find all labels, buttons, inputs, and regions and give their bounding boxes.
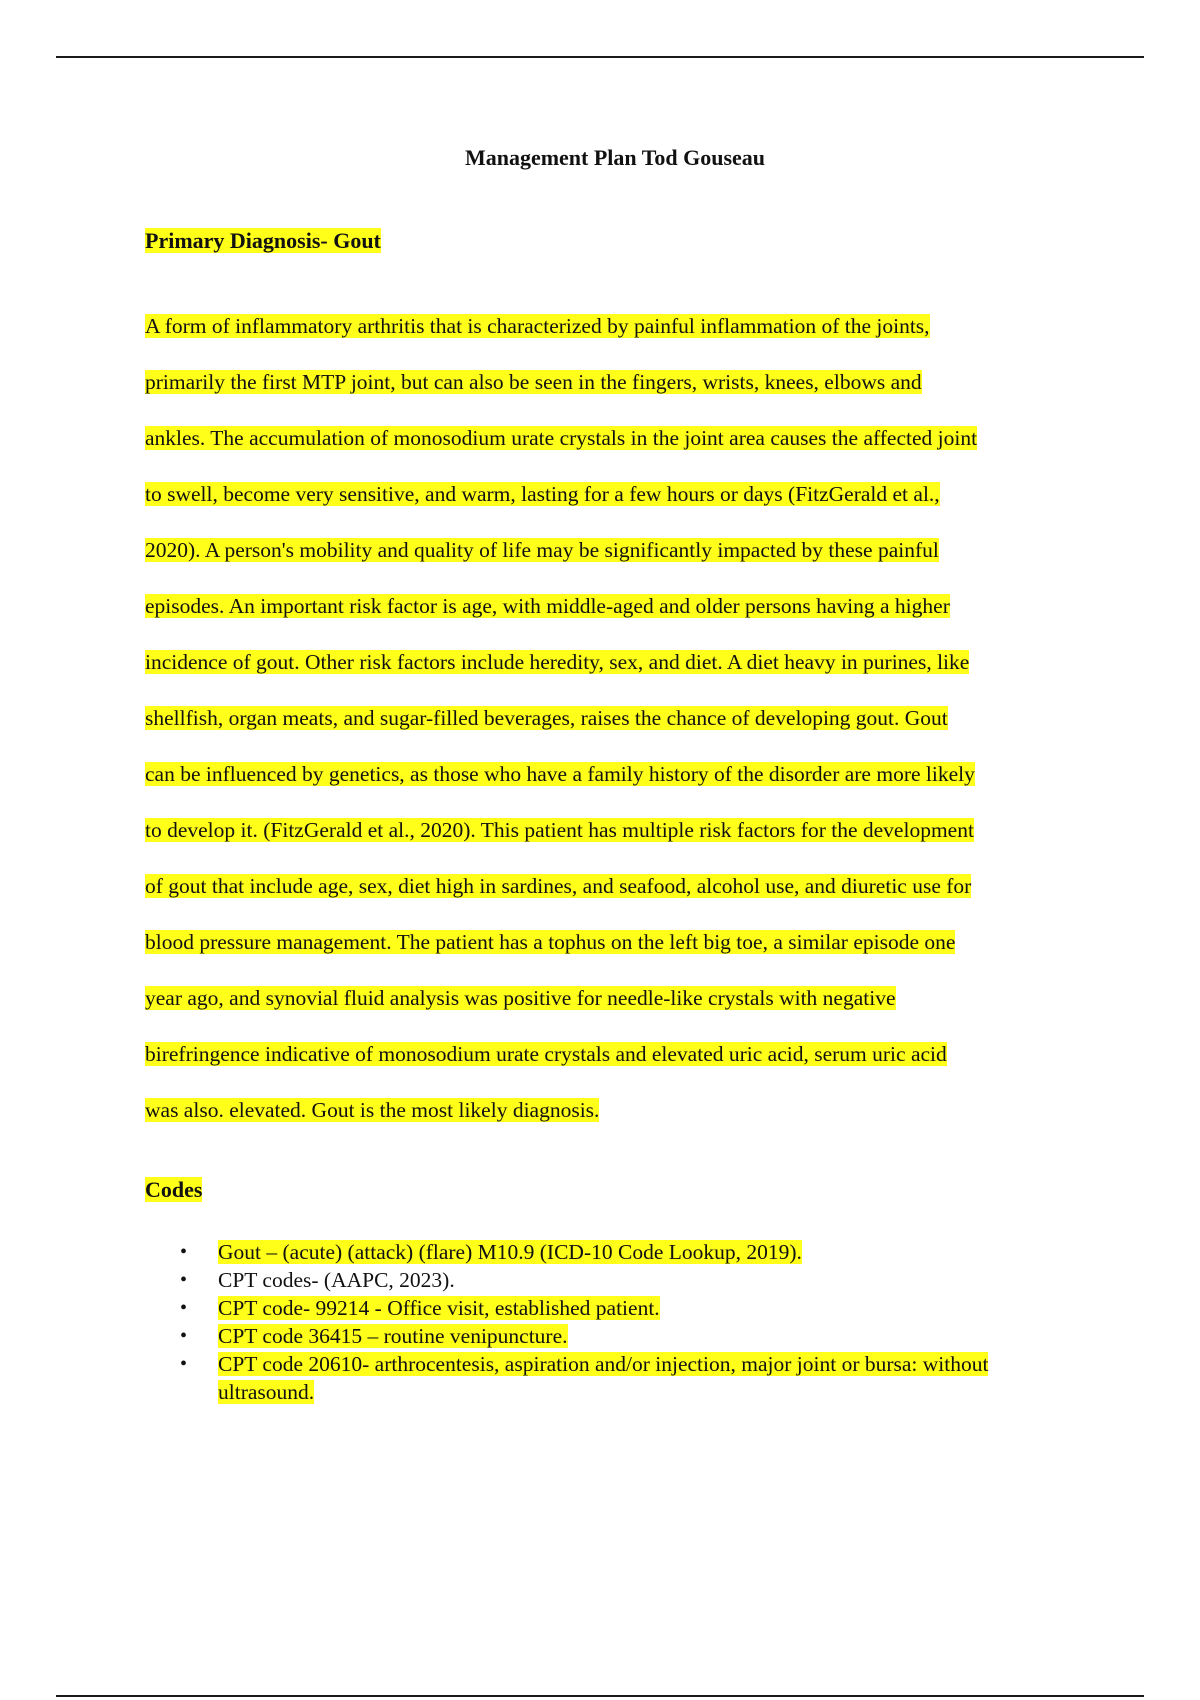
code-continuation: ultrasound. xyxy=(218,1380,315,1404)
paragraph-line: incidence of gout. Other risk factors include heredity, sex, and diet. A diet heavy in purines, like xyxy=(145,650,970,674)
code-list-item: • CPT codes- (AAPC, 2023). xyxy=(180,1268,455,1292)
bottom-rule xyxy=(56,1695,1144,1697)
code-list-item: • CPT code 36415 – routine venipuncture. xyxy=(180,1324,568,1348)
paragraph-line: primarily the first MTP joint, but can also be seen in the fingers, wrists, knees, elbows and xyxy=(145,370,922,394)
bullet-icon: • xyxy=(180,1269,188,1291)
diagnosis-paragraph xyxy=(145,311,1085,1151)
paragraph-line: year ago, and synovial fluid analysis was positive for needle-like crystals with negative xyxy=(145,986,896,1010)
paragraph-line: to develop it. (FitzGerald et al., 2020). This patient has multiple risk factors for the development xyxy=(145,818,974,842)
paragraph-line: A form of inflammatory arthritis that is characterized by painful inflammation of the joints, xyxy=(145,314,930,338)
paragraph-line: birefringence indicative of monosodium urate crystals and elevated uric acid, serum uric acid xyxy=(145,1042,947,1066)
paragraph-line: blood pressure management. The patient has a tophus on the left big toe, a similar episode one xyxy=(145,930,956,954)
bullet-icon: • xyxy=(180,1325,188,1347)
paragraph-line: episodes. An important risk factor is age, with middle-aged and older persons having a higher xyxy=(145,594,950,618)
paragraph-line: 2020). A person's mobility and quality of life may be significantly impacted by these painful xyxy=(145,538,939,562)
paragraph-line: can be influenced by genetics, as those who have a family history of the disorder are more likely xyxy=(145,762,975,786)
code-list-item: • CPT code- 99214 - Office visit, established patient. xyxy=(180,1296,660,1320)
codes-heading xyxy=(145,1177,202,1203)
paragraph-line: to swell, become very sensitive, and warm, lasting for a few hours or days (FitzGerald et al., xyxy=(145,482,940,506)
page-title: Management Plan Tod Gouseau xyxy=(464,145,766,170)
bullet-icon: • xyxy=(180,1353,188,1375)
paragraph-line: of gout that include age, sex, diet high in sardines, and seafood, alcohol use, and diuretic use for xyxy=(145,874,972,898)
paragraph-line: shellfish, organ meats, and sugar-filled beverages, raises the chance of developing gout. Gout xyxy=(145,706,948,730)
primary-diagnosis-heading-text: Primary Diagnosis- Gout xyxy=(145,228,381,253)
code-list-item: • CPT code 20610- arthrocentesis, aspiration and/or injection, major joint or bursa: without ultrasound. xyxy=(180,1352,989,1404)
bullet-icon: • xyxy=(180,1241,188,1263)
code-list-item: • Gout – (acute) (attack) (flare) M10.9 (ICD-10 Code Lookup, 2019). xyxy=(180,1240,802,1264)
top-rule xyxy=(56,56,1144,58)
bullet-icon: • xyxy=(180,1297,188,1319)
codes-heading-text: Codes xyxy=(145,1177,203,1202)
paragraph-line: ankles. The accumulation of monosodium urate crystals in the joint area causes the affected joint xyxy=(145,426,978,450)
paragraph-line: was also. elevated. Gout is the most likely diagnosis. xyxy=(145,1098,600,1122)
codes-list xyxy=(180,1238,1090,1406)
primary-diagnosis-heading xyxy=(145,228,381,254)
